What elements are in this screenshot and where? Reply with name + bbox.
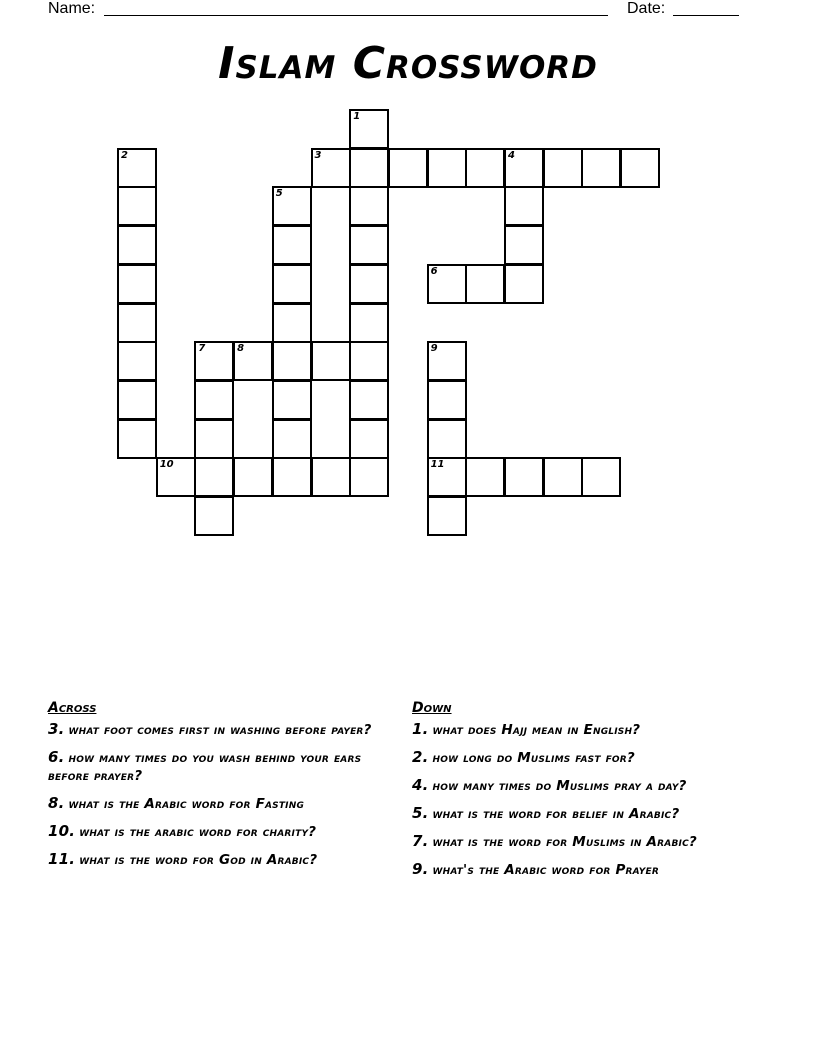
grid-cell[interactable] [349,419,389,459]
grid-cell[interactable] [427,457,467,497]
cell-number: 7 [198,343,206,355]
grid-cell[interactable] [465,264,505,304]
across-clue [48,794,388,813]
cell-number: 3 [314,149,322,161]
grid-cell[interactable] [620,148,660,188]
clue-text: what is the Arabic word for Fasting [68,796,305,812]
down-clues [412,700,752,888]
clue-text: what's the Arabic word for Prayer [432,862,660,878]
grid-cell[interactable] [427,380,467,420]
across-heading: Across [48,700,97,716]
cell-number: 10 [159,459,174,471]
grid-cell[interactable] [311,457,351,497]
grid-cell[interactable] [117,419,157,459]
grid-cell[interactable] [581,457,621,497]
clue-number: 7. [412,832,429,850]
grid-cell[interactable] [117,341,157,381]
grid-cell[interactable] [349,341,389,381]
grid-cell[interactable] [504,457,544,497]
grid-cell[interactable] [427,148,467,188]
clue-number: 5. [412,804,429,822]
across-clue [48,850,388,869]
cell-number: 1 [353,111,361,122]
grid-cell[interactable] [349,264,389,304]
clue-text: what is the arabic word for charity? [79,824,317,840]
clue-text: what foot comes first in washing before payer? [68,722,372,738]
cell-number: 11 [430,459,445,471]
clue-text: how long do Muslims fast for? [432,750,635,766]
grid-cell[interactable] [156,457,196,497]
page-title: Islam Crossword [218,38,598,89]
grid-cell[interactable] [543,457,583,497]
down-clue [412,804,752,823]
grid-cell[interactable] [311,148,351,188]
grid-cell[interactable] [349,109,389,149]
down-clue [412,748,752,767]
grid-cell[interactable] [504,264,544,304]
grid-cell[interactable] [117,148,157,188]
clue-text: what is the word for belief in Arabic? [432,806,680,822]
grid-cell[interactable] [349,380,389,420]
grid-cell[interactable] [349,457,389,497]
grid-cell[interactable] [117,186,157,226]
grid-cell[interactable] [233,457,273,497]
grid-cell[interactable] [194,380,234,420]
across-clue [48,748,388,785]
grid-cell[interactable] [272,264,312,304]
cell-number: 8 [237,343,245,355]
grid-cell[interactable] [117,303,157,343]
grid-cell[interactable] [349,225,389,265]
grid-cell[interactable] [581,148,621,188]
clue-number: 1. [412,720,429,738]
grid-cell[interactable] [117,380,157,420]
grid-cell[interactable] [233,341,273,381]
cell-number: 2 [121,149,128,161]
down-clue [412,776,752,795]
cell-number: 6 [430,265,438,277]
clue-number: 11. [48,850,76,868]
down-clue [412,720,752,739]
down-heading: Down [412,700,452,716]
grid-cell[interactable] [194,419,234,459]
grid-cell[interactable] [388,148,428,188]
grid-cell[interactable] [427,341,467,381]
across-clue [48,822,388,841]
cell-number: 9 [430,343,438,355]
across-clues [48,700,388,878]
grid-cell[interactable] [272,303,312,343]
grid-cell[interactable] [272,457,312,497]
grid-cell[interactable] [427,264,467,304]
grid-cell[interactable] [427,419,467,459]
grid-cell[interactable] [194,457,234,497]
grid-cell[interactable] [543,148,583,188]
clue-number: 6. [48,748,65,766]
clue-number: 4. [412,776,429,794]
grid-cell[interactable] [504,186,544,226]
clue-number: 9. [412,860,429,878]
clue-number: 10. [48,822,76,840]
clue-text: how many times do Muslims pray a day? [432,778,687,794]
grid-cell[interactable] [117,225,157,265]
across-clue [48,720,388,739]
date-label: Date: [627,0,666,17]
grid-cell[interactable] [311,341,351,381]
cell-number: 4 [508,149,515,161]
grid-cell[interactable] [504,148,544,188]
grid-cell[interactable] [349,148,389,188]
grid-cell[interactable] [465,148,505,188]
grid-cell[interactable] [272,341,312,381]
clue-text: what does Hajj mean in English? [432,722,641,738]
grid-cell[interactable] [272,186,312,226]
name-label: Name: [48,0,96,17]
grid-cell[interactable] [349,186,389,226]
grid-cell[interactable] [272,419,312,459]
clue-text: how many times do you wash behind your ears before prayer? [48,750,362,784]
grid-cell[interactable] [465,457,505,497]
clue-number: 8. [48,794,65,812]
grid-cell[interactable] [272,225,312,265]
grid-cell[interactable] [349,303,389,343]
down-clue [412,860,752,879]
clue-number: 3. [48,720,65,738]
clue-text: what is the word for Muslims in Arabic? [432,834,697,850]
down-clue [412,832,752,851]
grid-cell[interactable] [117,264,157,304]
grid-cell[interactable] [272,380,312,420]
cell-number: 5 [275,188,283,200]
grid-cell[interactable] [194,341,234,381]
grid-cell[interactable] [194,496,234,536]
clue-number: 2. [412,748,429,766]
grid-cell[interactable] [504,225,544,265]
grid-cell[interactable] [427,496,467,536]
clue-text: what is the word for God in Arabic? [79,852,318,868]
